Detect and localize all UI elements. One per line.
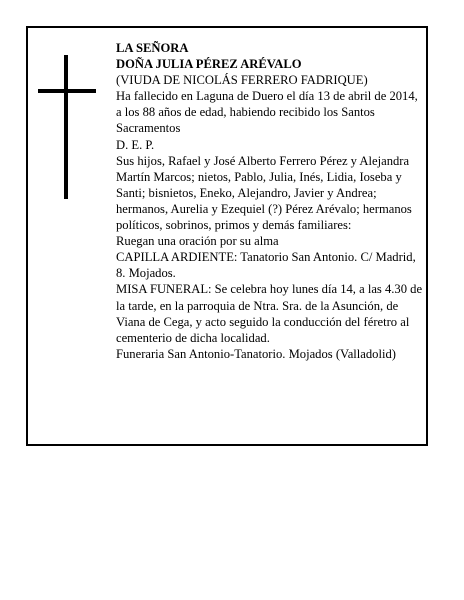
notice-heading: LA SEÑORA	[116, 41, 189, 55]
rip-line: D. E. P.	[116, 137, 155, 152]
cross-icon	[38, 55, 100, 199]
prayer-request: Ruegan una oración por su alma	[116, 234, 279, 249]
family-paragraph: Sus hijos, Rafael y José Alberto Ferrero Pérez y Alejandra Martín Marcos; nietos, Pablo, Julia, Inés, Lidia, Ioseba y Santi; bisnietos, Eneko, Alejandro, Javier y Andrea; hermanos, Aurelia y Ezequiel (?) Pérez Arévalo; hermanos políticos, sobrinos, primos y demás familiares:	[116, 153, 412, 233]
cross-vertical-bar	[64, 55, 68, 199]
notice-body	[116, 40, 426, 362]
deceased-name: DOÑA JULIA PÉREZ ARÉVALO	[116, 57, 302, 72]
cross-horizontal-bar	[38, 89, 96, 93]
widow-of-line: (VIUDA DE NICOLÁS FERRERO FADRIQUE)	[116, 73, 368, 88]
funeral-mass-info: MISA FUNERAL: Se celebra hoy lunes día 14, a las 4.30 de la tarde, en la parroquia de Ntra. Sra. de la Asunción, de Viana de Cega, y acto seguido la conducción del féretro al cementerio de dicha localidad.	[116, 282, 423, 345]
chapel-info: CAPILLA ARDIENTE: Tanatorio San Antonio. C/ Madrid, 8. Mojados.	[116, 250, 416, 281]
death-statement: Ha fallecido en Laguna de Duero el día 13 de abril de 2014, a los 88 años de edad, habiendo recibido los Santos Sacramentos	[116, 89, 418, 136]
funeral-home-info: Funeraria San Antonio-Tanatorio. Mojados (Valladolid)	[116, 346, 396, 361]
obituary-notice	[26, 26, 428, 446]
